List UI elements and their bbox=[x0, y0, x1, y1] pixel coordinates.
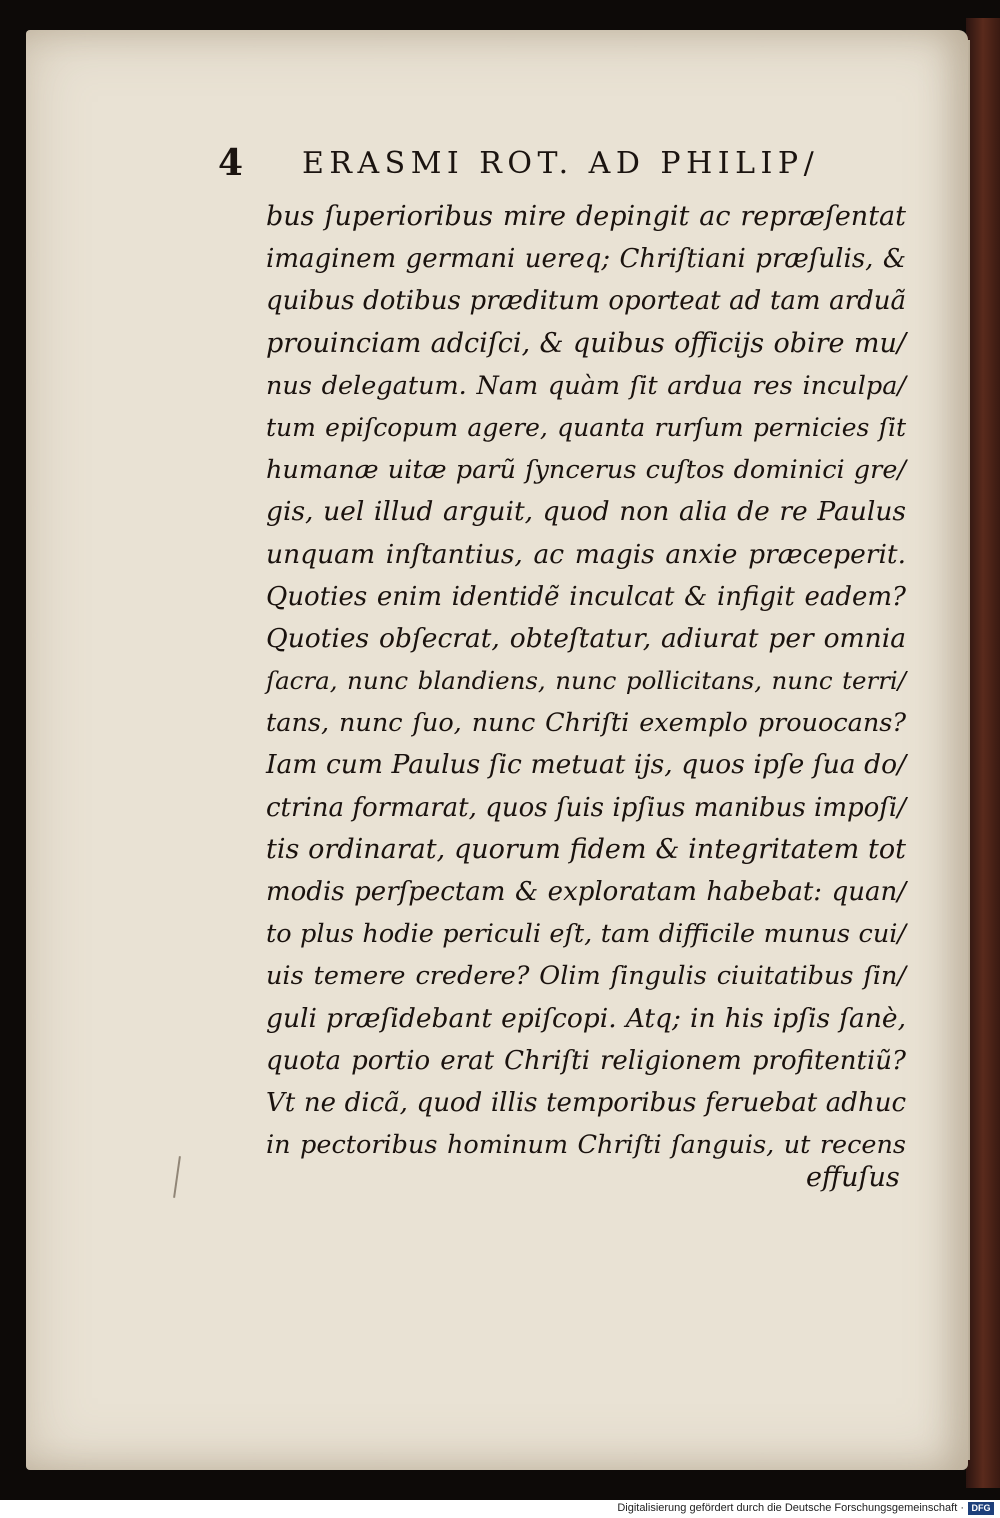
text-line: tans, nunc ſuo, nunc Chriſti exemplo prouocans? bbox=[266, 708, 906, 739]
text-line: ſacra, nunc blandiens, nunc pollicitans, nunc terri/ bbox=[266, 666, 906, 696]
text-line: quibus dotibus præditum oporteat ad tam arduã bbox=[266, 286, 906, 317]
text-line: Vt ne dicã, quod illis temporibus feruebat adhuc bbox=[266, 1087, 906, 1118]
text-line: Quoties obſecrat, obteſtatur, adiurat per omnia bbox=[266, 622, 906, 654]
text-line: modis perſpectam & exploratam habebat: quan/ bbox=[266, 877, 906, 907]
text-line: humanæ uitæ parũ ſyncerus cuſtos dominici gre/ bbox=[266, 455, 906, 486]
text-line: ctrina formarat, quos ſuis ipſius manibus impoſi/ bbox=[266, 792, 906, 823]
text-line: tum epiſcopum agere, quanta rurſum pernicies ſit bbox=[266, 412, 906, 442]
body-text bbox=[266, 196, 906, 1166]
text-line: uis temere credere? Olim ſingulis ciuitatibus ſin/ bbox=[266, 961, 906, 992]
text-line: gis, uel illud arguit, quod non alia de re Paulus bbox=[266, 496, 906, 528]
dfg-logo-icon: DFG bbox=[968, 1502, 994, 1515]
text-line: in pectoribus hominum Chriſti ſanguis, ut recens bbox=[266, 1130, 906, 1161]
text-line: to plus hodie periculi eſt, tam difficile munus cui/ bbox=[266, 919, 906, 950]
text-line: imaginem germani uereq; Chriſtiani præſulis, & bbox=[266, 244, 906, 275]
page-number: 4 bbox=[218, 142, 244, 184]
text-line: bus ſuperioribus mire depingit ac repræſentat bbox=[266, 201, 906, 232]
text-line: Quoties enim identidẽ inculcat & infigit eadem? bbox=[266, 581, 906, 612]
running-head-title: ERASMI ROT. AD PHILIP/ bbox=[302, 146, 820, 181]
catchword: effuſus bbox=[806, 1162, 900, 1193]
text-line: quota portio erat Chriſti religionem profitentiũ? bbox=[266, 1045, 906, 1076]
book-cover-edge bbox=[966, 18, 1000, 1488]
text-line: prouinciam adciſci, & quibus officijs obire mu/ bbox=[266, 327, 906, 359]
text-line: unquam inſtantius, ac magis anxie præceperit. bbox=[266, 538, 906, 570]
funding-credit: Digitalisierung gefördert durch die Deutsche Forschungsgemeinschaft · bbox=[617, 1502, 964, 1514]
running-head bbox=[218, 142, 918, 192]
text-line: nus delegatum. Nam quàm ſit ardua res inculpa/ bbox=[266, 370, 906, 401]
text-line: Iam cum Paulus ſic metuat ijs, quos ipſe ſua do/ bbox=[266, 749, 906, 781]
text-line: guli præſidebant epiſcopi. Atq; in his ipſis ſanè, bbox=[266, 1002, 906, 1034]
text-line: tis ordinarat, quorum fidem & integritatem tot bbox=[266, 833, 906, 865]
